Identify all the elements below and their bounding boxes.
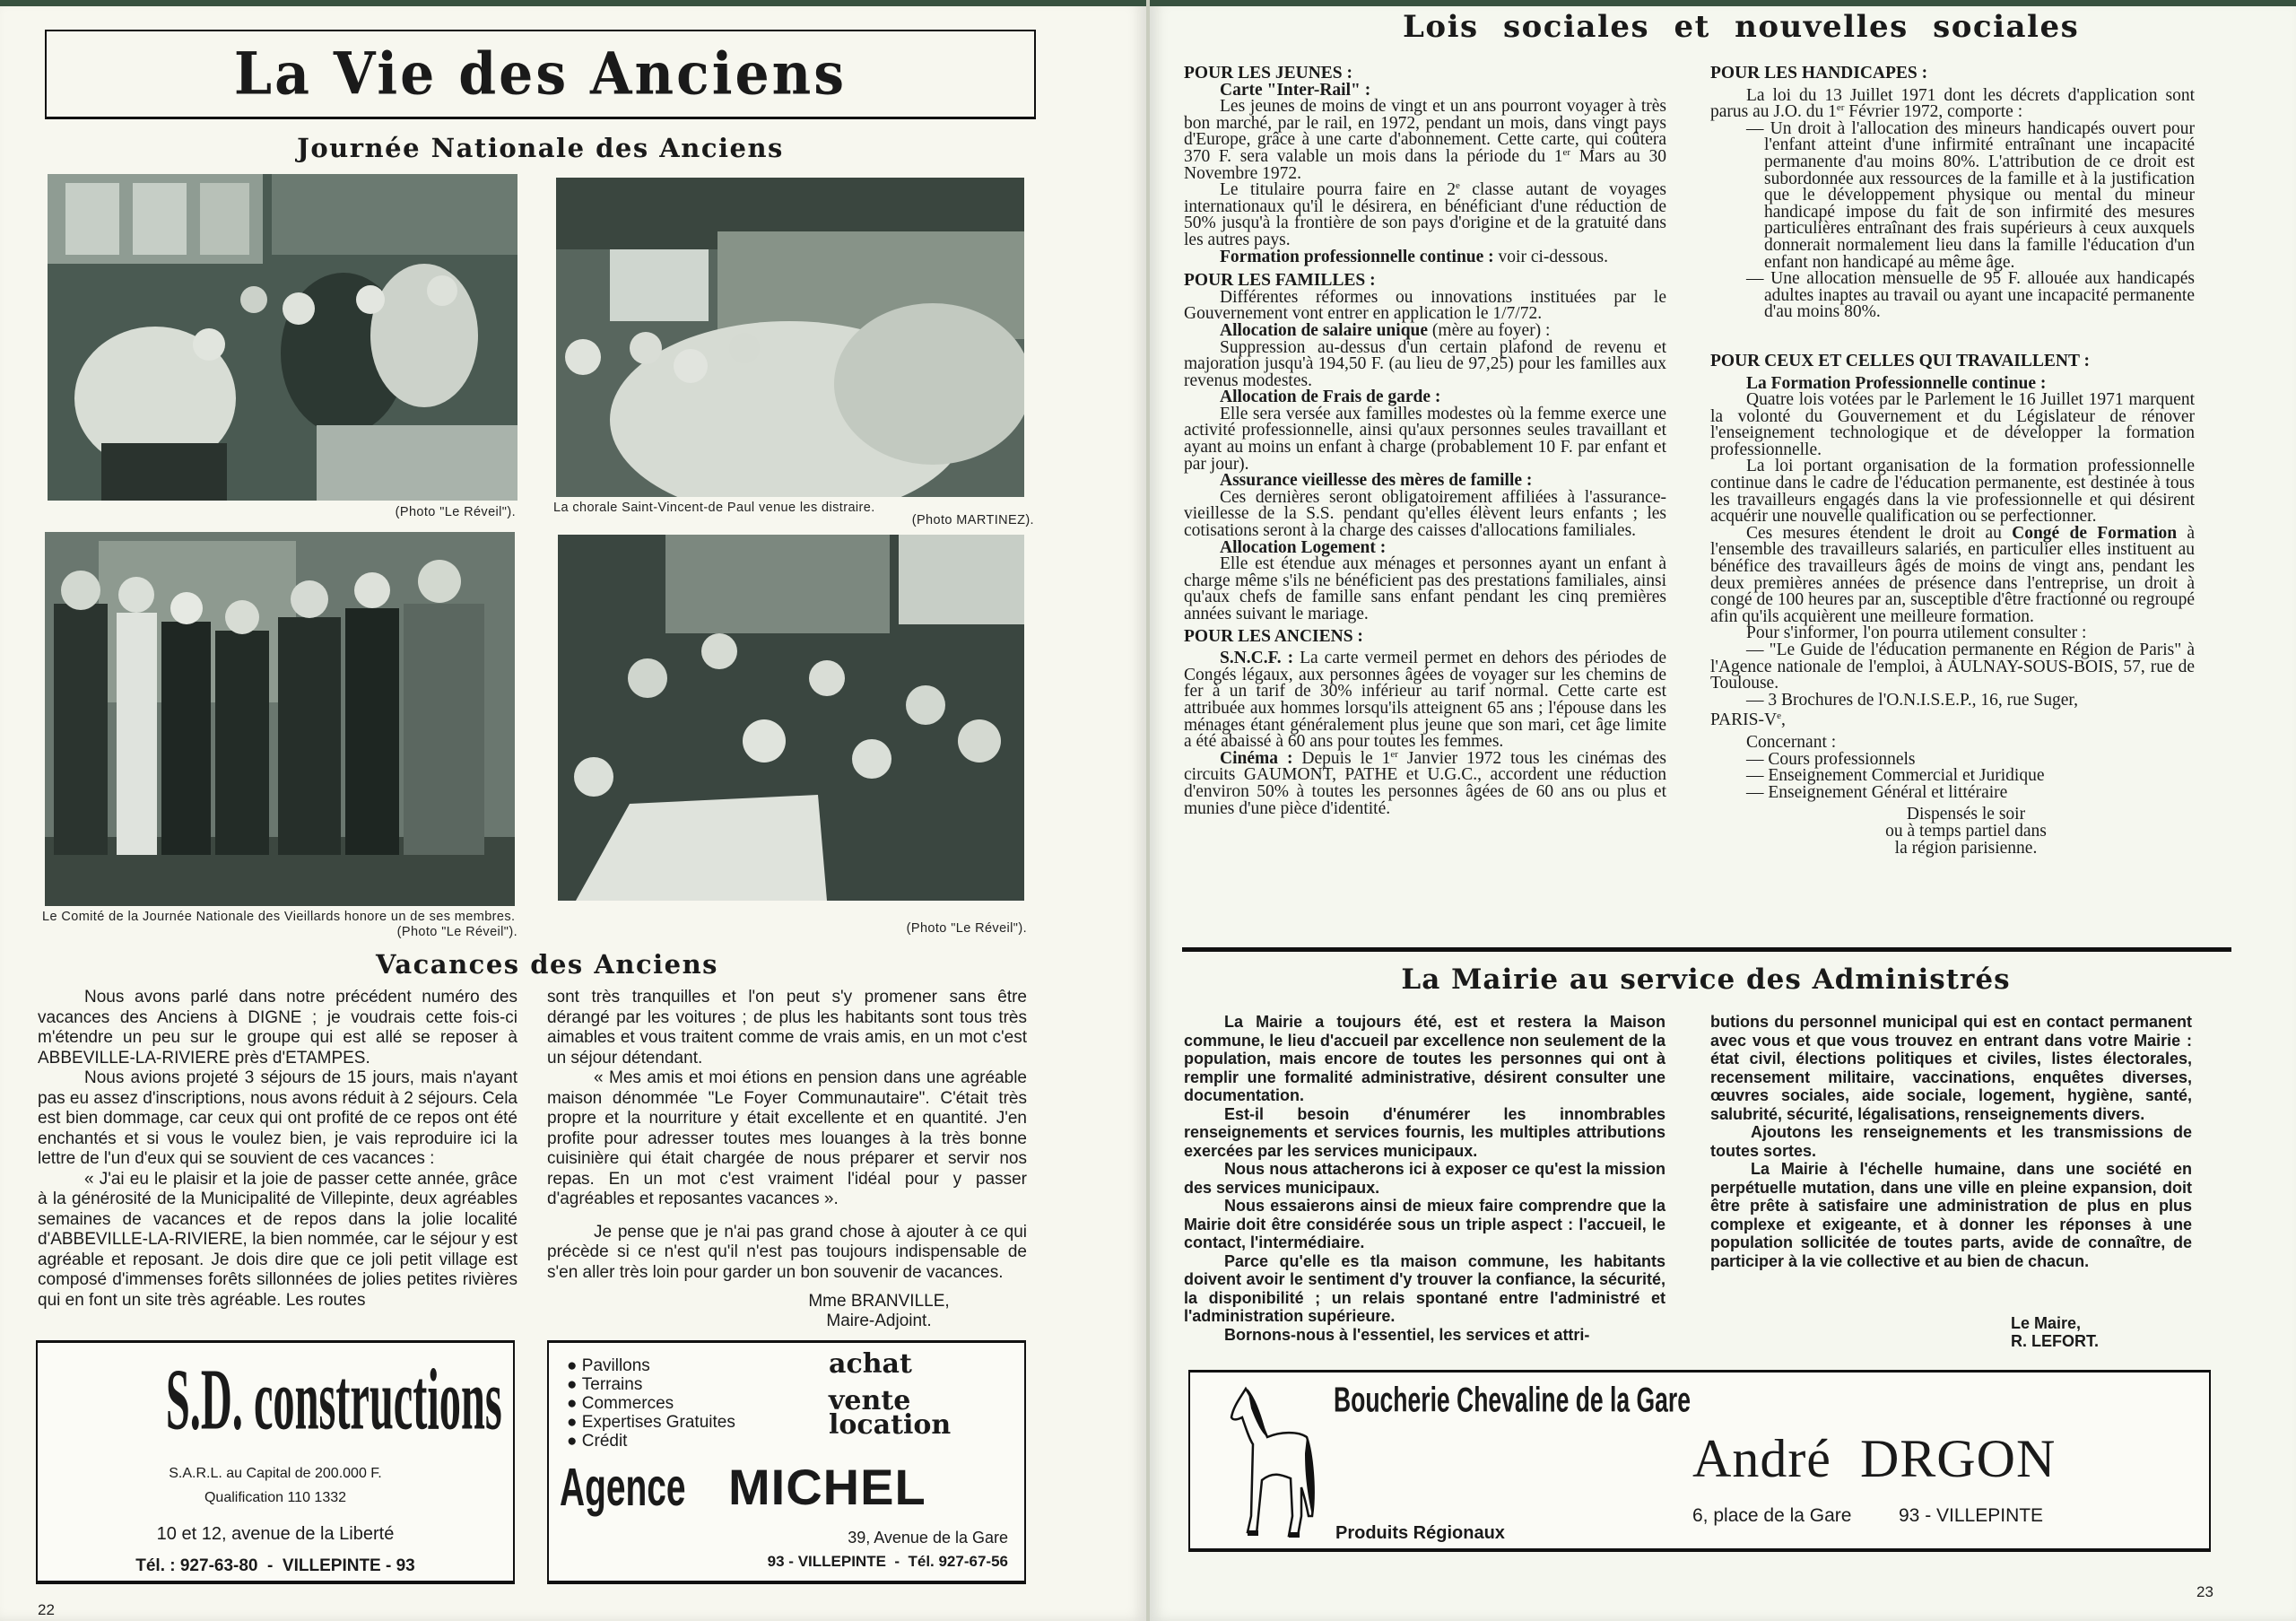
paragraph: Cinéma : Depuis le 1er Janvier 1972 tous les cinémas des circuits GAUMONT, PATHE et U.G.C., accordent une réduction d'environ 50% à toutes les personnes âgées de 60 ans ou plus et munies d'une pièce d'identité. xyxy=(1184,748,1666,818)
section-title-mairie: La Mairie au service des Administrés xyxy=(1401,963,2011,996)
photo-credit: (Photo MARTINEZ). xyxy=(911,513,1034,527)
paragraph: Nous nous attacherons ici à exposer ce qu'est la mission des services municipaux. xyxy=(1184,1160,1665,1197)
ad-shop-city: 93 - VILLEPINTE xyxy=(1899,1505,2044,1526)
paragraph: La Mairie a toujours été, est et restera la Maison commune, le lieu d'accueil par excellence non seulement de la population, mais encore de toutes les personnes qui ont à remplir une formalité administrative, désirent consulter une documentation. xyxy=(1184,1013,1665,1104)
ad-service-item: ● Pavillons xyxy=(567,1356,650,1375)
page-number: 22 xyxy=(38,1601,55,1618)
paragraph: Allocation de salaire unique (mère au foyer) : xyxy=(1220,320,1551,340)
paragraph: Est-il besoin d'énumérer les innombrables renseignements et services fournis, les multiples attributions exercées par les services municipaux. xyxy=(1184,1104,1665,1160)
ad-vente: vente xyxy=(829,1385,911,1416)
paragraph: La loi du 13 Juillet 1971 dont les décrets d'application sont parus au J.O. du 1er Février 1972, comporte : xyxy=(1710,85,2195,122)
paragraph: La loi portant organisation de la formation professionnelle continue dans le cadre de l'éducation permanente, est destinée à tous les travailleurs engagés dans la vie professionnelle et qui désirent acquérir une nouvelle qualification ou se perfectionner. xyxy=(1710,457,2195,527)
page-top-edge xyxy=(0,0,1146,6)
section-title-journee: Journée Nationale des Anciens xyxy=(297,133,784,163)
signature-role: Le Maire, xyxy=(2011,1314,2082,1332)
paragraph: Le titulaire pourra faire en 2e classe autant de voyages internationaux qu'il le désirera, en bénéficiant d'une réduction de 50% jusqu'à la frontière de son pays d'origine et de la gratuité dans les autres pays. xyxy=(1184,180,1666,249)
article-column-1 xyxy=(38,988,517,1311)
ad-location: location xyxy=(829,1409,952,1441)
ad-shop-address: 6, place de la Gare xyxy=(1692,1505,1852,1526)
lois-column-1 xyxy=(1184,65,1666,817)
ad-service-item: ● Expertises Gratuites xyxy=(567,1413,735,1432)
page-top-edge xyxy=(1150,0,2296,6)
page-23 xyxy=(1150,0,2296,1621)
ad-service-item: ● Terrains xyxy=(567,1375,643,1394)
subheading: Allocation de Frais de garde : xyxy=(1220,388,1441,407)
paragraph: Elle est étendue aux ménages et personnes ayant un enfant à charge même s'ils ne bénéficient pas des prestations familiales, ainsi qu'aux chefs de famille sans enfant pendant les cinq premières années suivant le mariage. xyxy=(1184,554,1666,623)
page-22 xyxy=(0,0,1146,1621)
page-title: Lois sociales et nouvelles sociales xyxy=(1403,9,2080,45)
photo-seated-guests xyxy=(558,535,1024,901)
lois-column-2 xyxy=(1710,65,2195,857)
paragraph: Pour s'informer, l'on pourra utilement consulter : xyxy=(1746,623,2087,643)
section-divider xyxy=(1182,947,2231,952)
heading-travailleurs: POUR CEUX ET CELLES QUI TRAVAILLENT : xyxy=(1710,351,2090,370)
article-column-2 xyxy=(547,988,1027,1283)
ad-boucherie-chevaline xyxy=(1188,1370,2211,1552)
article-signature xyxy=(789,1292,969,1331)
ad-company-address: 10 et 12, avenue de la Liberté xyxy=(156,1524,395,1544)
paragraph: PARIS-Ve, xyxy=(1710,710,1786,730)
subheading: Assurance vieillesse des mères de famille : xyxy=(1220,471,1533,491)
ad-service-item: ● Crédit xyxy=(567,1432,628,1451)
ad-shop-tagline: Produits Régionaux xyxy=(1335,1523,1505,1543)
page-title: La Vie des Anciens xyxy=(233,39,848,109)
ad-agency-phone: 93 - VILLEPINTE - Tél. 927-67-56 xyxy=(767,1553,1008,1570)
paragraph: Ajoutons les renseignements et les transmissions de toutes sortes. xyxy=(1710,1123,2192,1160)
subheading: Carte "Inter-Rail" : xyxy=(1220,80,1371,100)
signature-name: R. LEFORT. xyxy=(2011,1332,2099,1350)
ad-services-list xyxy=(567,1356,735,1451)
paragraph: Concernant : xyxy=(1746,732,1837,752)
article-paragraph: Je pense que je n'ai pas grand chose à ajouter à ce qui précède si ce n'est qu'il n'est pas toujours indispensable de s'en aller très loin pour garder un bon souvenir de vacances. xyxy=(547,1222,1027,1282)
list-item: — Cours professionnels xyxy=(1746,749,1916,769)
paragraph: — "Le Guide de l'éducation permanente en Région de Paris" à l'Agence nationale de l'emploi, à AULNAY-SOUS-BOIS, 57, rue de Toulouse. xyxy=(1710,641,2195,693)
photo-banquet-hall xyxy=(48,174,517,501)
page-number: 23 xyxy=(2196,1583,2213,1600)
ad-agency-name: MICHEL xyxy=(728,1459,926,1515)
paragraph: Ces mesures étendent le droit au Congé de Formation à l'ensemble des travailleurs salariés, en particulier elles instituent au bénéfice des travailleurs âgés de moins de vingt ans, pendant les deux premières années de présence dans l'entreprise, un droit à congé de 100 heures par an, susceptible d'être fractionné ou regroupé afin qu'ils acquièrent une meilleure formation. xyxy=(1710,523,2195,626)
photo-credit: (Photo "Le Réveil"). xyxy=(396,925,517,939)
photo-committee xyxy=(45,532,515,906)
paragraph: Quatre lois votées par le Parlement le 16 Juillet 1971 marquent la volonté du Gouvernement et du Législateur de rénover l'enseignement technologique et de développer la formation professionnelle. xyxy=(1710,390,2195,459)
paragraph: Formation professionnelle continue : voir ci-dessous. xyxy=(1220,247,1608,266)
page-title-box xyxy=(45,30,1036,119)
ad-company-qualification: Qualification 110 1332 xyxy=(204,1490,347,1505)
paragraph: Elle sera versée aux familles modestes où la femme exerce une activité professionnelle, ainsi qu'aux personnes seules travaillant et ayant au moins un enfant à charge (probablement 10 F. par enfant et par jour). xyxy=(1184,404,1666,474)
photo-caption-credit: (Photo "Le Réveil"). xyxy=(395,505,516,519)
photo-caption: La chorale Saint-Vincent-de Paul venue les distraire. xyxy=(553,501,875,515)
paragraph: — 3 Brochures de l'O.N.I.S.E.P., 16, rue Suger, xyxy=(1746,690,2078,710)
article-paragraph: Nous avions projeté 3 séjours de 15 jours, mais n'ayant pas eu assez d'inscriptions, nous avons réduit à 2 séjours. Cela est bien dommage, car ceux qui ont profité de ce repos ont été enchantés et si vous le voulez bien, je vais reproduire ici la lettre de l'un d'eux qui se souvient de ces vacances : xyxy=(38,1068,517,1168)
paragraph: S.N.C.F. : La carte vermeil permet en dehors des périodes de Congés légaux, aux personnes âgées de voyager sur les chemins de fer à un tarif de 30% inférieur au tarif normal. Cette carte est attribuée aux hommes lorsqu'ils atteignent 65 ans ; l'épouse dans les ménages étant généralement plus jeune que son mari, cet âge limite a été abaissé à 60 ans pour toutes les femmes. xyxy=(1184,649,1667,752)
paragraph: Bornons-nous à l'essentiel, les services et attri- xyxy=(1224,1325,1590,1344)
paragraph: Suppression au-dessus d'un certain plafond de revenu et majoration jusqu'à 194,50 F. (au lieu de 97,25) pour les familles aux revenus modestes. xyxy=(1184,337,1666,390)
subheading: La Formation Professionnelle continue : xyxy=(1746,373,2047,393)
horse-icon xyxy=(1226,1381,1325,1543)
paragraph: Les jeunes de moins de vingt et un ans pourront voyager à très bon marché, par le rail, en 1972, pendant un mois, dans vingt pays d'Europe, grâce à une carte d'abonnement. Cette carte, qui coûtera 370 F. sera valable un mois dans la période du 1er Mars au 30 Novembre 1972. xyxy=(1184,97,1666,183)
article-paragraph: Nous avons parlé dans notre précédent numéro des vacances des Anciens à DIGNE ; je voudrais cette fois-ci m'étendre un peu sur le groupe qui est allé se reposer à ABBEVILLE-LA-RIVIERE près d'ETAMPES. xyxy=(38,988,517,1068)
heading-anciens: POUR LES ANCIENS : xyxy=(1184,626,1363,646)
closing-line: la région parisienne. xyxy=(1894,838,2038,858)
section-title-vacances: Vacances des Anciens xyxy=(376,949,718,980)
photo-chorale xyxy=(556,178,1024,497)
paragraph: La Mairie à l'échelle humaine, dans une société en perpétuelle mutation, dans une ville en pleine expansion, doit être prête à satisfaire une administration de plus en plus complexe et exigeante, et à donner les réponses à une population sollicitée de toutes parts, avide de connaître, de participer à la vie collective et au bien de chacun. xyxy=(1710,1160,2192,1270)
article-paragraph: « Mes amis et moi étions en pension dans une agréable maison dénommée "Le Foyer Communautaire". C'était très propre et la nourriture y était excellente et en quantité. J'en profite pour adresser toutes mes louanges à la très bonne cuisinière qui était chargée de nous préparer et servir nos repas. En un mot c'est vraiment l'idéal pour y passer d'agréables et reposantes vacances ». xyxy=(547,1068,1027,1208)
ad-sd-constructions xyxy=(36,1340,515,1584)
bullet-icon: ● xyxy=(567,1432,582,1451)
signature-role: Maire-Adjoint. xyxy=(826,1312,932,1330)
article-paragraph: « J'ai eu le plaisir et la joie de passer cette année, grâce à la générosité de la Municipalité de Villepinte, deux agréables semaines de vacances et de repos dans la jolie localité d'ABBEVILLE-LA-RIVIERE, la bien nommée, car le séjour y est agréable et reposant. Je dois dire que ce joli petit village est composé d'immenses forêts sillonnées de jolies petites rivières qui en font un site très agréable. Les routes xyxy=(38,1169,517,1310)
paragraph: Différentes réformes ou innovations instituées par le Gouvernement vont entrer en application le 1/7/72. xyxy=(1184,287,1666,324)
article-paragraph: sont très tranquilles et l'on peut s'y promener sans être dérangé par les voitures ; de plus les habitants sont tous très aimables et vous traitent comme de vrais amis, en un mot c'est un séjour détendant. xyxy=(547,988,1027,1068)
ad-owner-name: André DRGON xyxy=(1692,1429,2057,1488)
bullet-icon: ● xyxy=(567,1394,582,1413)
mairie-column-1 xyxy=(1184,1013,1665,1344)
ad-agency-address: 39, Avenue de la Gare xyxy=(848,1529,1008,1547)
ad-agency-word: Agence xyxy=(560,1458,686,1517)
heading-handicapes: POUR LES HANDICAPES : xyxy=(1710,64,1928,83)
photo-caption: Le Comité de la Journée Nationale des Vieillards honore un de ses membres. xyxy=(42,910,516,924)
paragraph: butions du personnel municipal qui est en contact permanent avec vous et que vous trouvez en entrant dans votre Mairie : état civil, élections politiques et civiles, listes électorales, recensement militaire, vaccinations, enquêtes diverses, œuvres sociales, aide sociale, logement, hygiène, santé, salubrité, sécurité, légalisations, renseignements divers. xyxy=(1710,1013,2192,1123)
ad-service-item: ● Commerces xyxy=(567,1394,674,1413)
ad-company-capital: S.A.R.L. au Capital de 200.000 F. xyxy=(169,1466,382,1481)
bullet-icon: ● xyxy=(567,1356,582,1375)
paragraph: Nous essaierons ainsi de mieux faire comprendre que la Mairie doit être considérée sous un triple aspect : l'accueil, le contact, l'intermédiaire. xyxy=(1184,1197,1665,1251)
ad-achat: achat xyxy=(829,1348,912,1380)
ad-agence-michel xyxy=(547,1340,1026,1584)
paragraph: Parce qu'elle es tla maison commune, les habitants doivent avoir le sentiment d'y trouver la confiance, la sécurité, la disponibilité ; un relais spontané entre l'administré et l'administration supérieure. xyxy=(1184,1251,1665,1325)
mairie-column-2 xyxy=(1710,1013,2192,1270)
subheading: Allocation Logement : xyxy=(1220,537,1387,557)
list-item: — Une allocation mensuelle de 95 F. allouée aux handicapés adultes inaptes au travail ou ayant une incapacité permanente d'au moins 80%. xyxy=(1746,269,2195,322)
paragraph: Ces dernières seront obligatoirement affiliées à l'assurance-vieillesse de la S.S. pendant qu'elles élèvent leurs enfants ; les cotisations seront à la charge des caisses d'allocations familiales. xyxy=(1184,487,1666,541)
bullet-icon: ● xyxy=(567,1413,582,1432)
list-item: — Enseignement Commercial et Juridique xyxy=(1746,766,2045,786)
ad-company-name: S.D. constructions xyxy=(165,1350,502,1448)
bullet-icon: ● xyxy=(567,1375,582,1394)
list-item: — Un droit à l'allocation des mineurs handicapés ouvert pour l'enfant atteint d'une infirmité entraînant une incapacité permanente d'au moins 80%. L'attribution de ce droit est subordonnée aux ressources de la famille et à la justification que le développement physique ou mental du mineur handicapé impose du fait de son infirmité des mesures particulières entraînant des frais supérieurs à ceux auxquels donnerait normalement lieu dans la famille l'éducation d'un enfant non handicapé au même âge. xyxy=(1746,118,2195,272)
list-item: — Enseignement Général et littéraire xyxy=(1746,782,2008,802)
closing-line: Dispensés le soir xyxy=(1906,805,2026,824)
heading-familles: POUR LES FAMILLES : xyxy=(1184,271,1376,291)
mairie-signature xyxy=(2011,1314,2099,1350)
ad-company-phone: Tél. : 927-63-80 - VILLEPINTE - 93 xyxy=(135,1556,415,1575)
photo-credit: (Photo "Le Réveil"). xyxy=(906,921,1027,936)
signature-name: Mme BRANVILLE, xyxy=(808,1292,950,1311)
heading-jeunes: POUR LES JEUNES : xyxy=(1184,64,1352,83)
closing-line: ou à temps partiel dans xyxy=(1885,821,2047,841)
ad-shop-name: Boucherie Chevaline de la Gare xyxy=(1334,1381,1691,1420)
